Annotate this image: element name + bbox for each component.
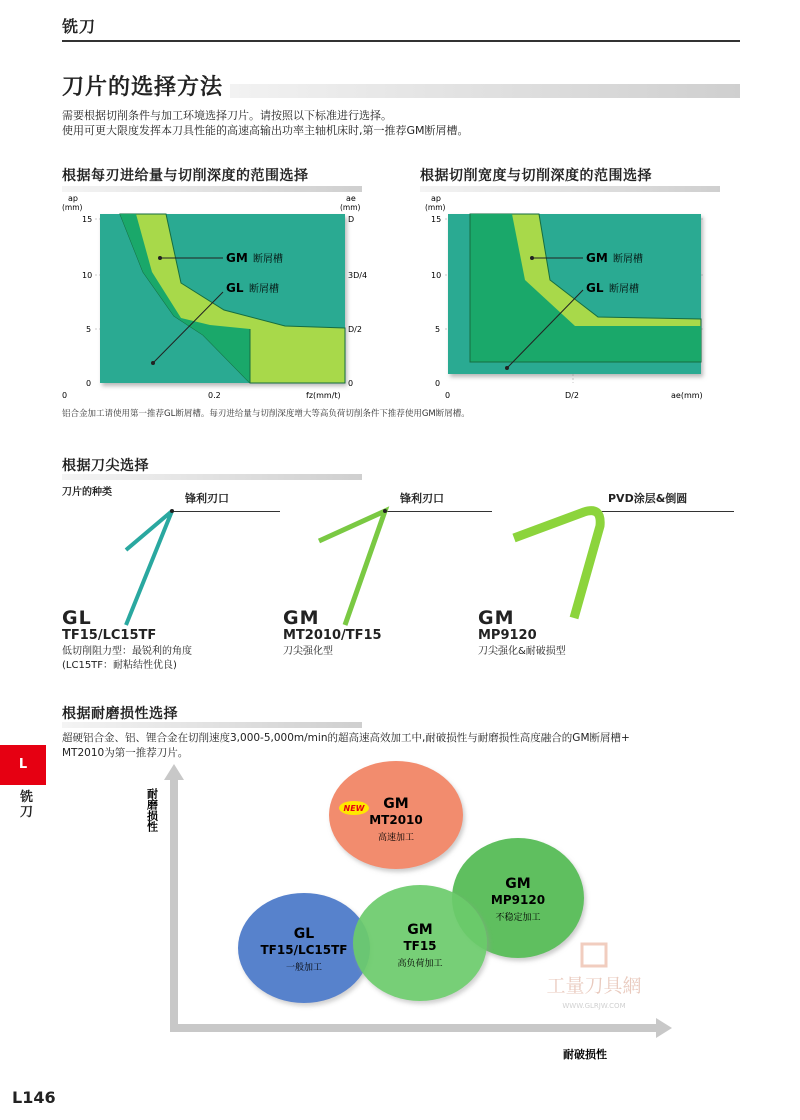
tip1-line [172, 511, 280, 512]
intro-line-2: 使用可更大限度发挥本刀具性能的高速高输出功率主轴机床时,第一推荐GM断屑槽。 [62, 124, 469, 137]
gm-label: GM [226, 251, 248, 265]
bubble-grade: GL [293, 926, 315, 942]
tip1-head: 锋利刃口 [185, 492, 229, 505]
section3-desc-line-2: MT2010为第一推荐刀片。 [62, 747, 189, 759]
bubble-model: TF15 [403, 939, 437, 953]
tip2-head: 锋利刃口 [400, 492, 444, 505]
bubble-model: MT2010 [369, 813, 423, 827]
x-axis-label: fz(mm/t) [306, 391, 341, 400]
y-right-tick-zero: 0 [348, 379, 354, 388]
tip3-head: PVD涂层&倒圆 [608, 492, 688, 505]
y-tick-15: 15 [82, 215, 93, 224]
y-tick-15: 15 [431, 215, 442, 224]
tip1-grade: GL [62, 607, 92, 629]
y-right-axis-unit: (mm) [340, 203, 361, 212]
y-tick-5: 5 [435, 325, 441, 334]
y-axis-label: ap [68, 194, 78, 203]
gm-label: GM [586, 251, 608, 265]
gl-label: GL [586, 281, 604, 295]
page-title: 刀片的选择方法 [62, 75, 224, 100]
new-badge-text: NEW [343, 804, 365, 813]
x-axis-title: 耐破损性 [563, 1048, 607, 1061]
x-tick-d2: D/2 [565, 391, 579, 400]
tip1-desc [62, 645, 192, 673]
gl-label: GL [226, 281, 244, 295]
section1-right-title: 根据切削宽度与切削深度的范围选择 [420, 168, 652, 184]
gm-label-suffix: 断屑槽 [253, 254, 283, 265]
bubble-grade: GM [505, 876, 531, 892]
tip2-edge-icon [315, 505, 395, 630]
x-tick-0: 0 [445, 391, 451, 400]
section1-left-title: 根据每刃进给量与切削深度的范围选择 [62, 168, 309, 184]
tip1-model: TF15/LC15TF [62, 628, 157, 643]
y-right-tick-d2: D/2 [348, 325, 362, 334]
tip1-desc-line-1: 低切削阻力型：最锐利的角度 [62, 646, 192, 657]
side-tab-label: 铣刀 [20, 790, 34, 820]
y-axis-unit: (mm) [425, 203, 446, 212]
chart-ae-ap [415, 192, 730, 402]
gm-label-suffix: 断屑槽 [613, 254, 643, 265]
tip3-line [596, 511, 734, 512]
gl-label-suffix: 断屑槽 [249, 284, 279, 295]
tip3-edge-icon [510, 500, 610, 625]
watermark [546, 944, 641, 1010]
tip3-desc: 刀尖强化&耐破损型 [478, 646, 566, 657]
bubble-use: 高速加工 [377, 833, 415, 843]
intro-line-1: 需要根据切削条件与加工环境选择刀片。请按照以下标准进行选择。 [62, 109, 392, 122]
section2-bar [62, 474, 362, 480]
bubble-model: MP9120 [490, 893, 546, 907]
y-tick-0: 0 [435, 379, 441, 388]
y-tick-0: 0 [86, 379, 92, 388]
bubble-grade: GM [383, 796, 409, 812]
tip1-edge-icon [118, 505, 178, 630]
y-tick-5: 5 [86, 325, 92, 334]
y-axis-unit: (mm) [62, 203, 83, 212]
tip3-model: MP9120 [478, 628, 537, 643]
x-axis-label: ae(mm) [671, 391, 703, 400]
side-tab-letter[interactable]: L [0, 745, 46, 785]
chart-fz-ap [60, 192, 380, 402]
section2-title: 根据刀尖选择 [62, 458, 149, 474]
intro-text [62, 108, 469, 138]
x-tick-0: 0 [62, 391, 68, 400]
section3-bar [62, 722, 362, 728]
tip3-grade: GM [478, 607, 515, 629]
bubble-use: 一般加工 [285, 963, 323, 973]
x-tick-02: 0.2 [208, 391, 221, 400]
section3-desc-line-1: 超硬铝合金、铝、锂合金在切削速度3,000-5,000m/min的超高速高效加工中,耐破损性与耐磨损性高度融合的GM断屑槽+ [62, 732, 630, 744]
y-right-tick-3d4: 3D/4 [348, 271, 368, 280]
tip1-desc-line-2: (LC15TF：耐粘结性优良) [62, 660, 177, 671]
tip2-line [384, 511, 492, 512]
y-tick-10: 10 [431, 271, 442, 280]
watermark-url: WWW.GLRJW.COM [562, 1002, 626, 1010]
tip2-grade: GM [283, 607, 320, 629]
watermark-logo [582, 944, 606, 966]
y-axis-title: 耐磨损性 [145, 788, 159, 832]
tip2-desc: 刀尖强化型 [283, 646, 333, 657]
bubble-grade: GM [407, 922, 433, 938]
tip2-model: MT2010/TF15 [283, 628, 382, 643]
y-right-tick-d: D [348, 215, 355, 224]
bubble-use: 不稳定加工 [495, 913, 541, 923]
page-number: L146 [12, 1088, 56, 1107]
header-title: 铣刀 [62, 17, 97, 36]
y-axis-label: ap [431, 194, 441, 203]
title-bar [230, 84, 740, 98]
header-rule [62, 40, 740, 42]
y-right-axis-label: ae [346, 194, 356, 203]
bubble-gm-tf15 [353, 885, 487, 1001]
bubble-gm-mt2010 [329, 761, 463, 869]
section3-title: 根据耐磨损性选择 [62, 706, 178, 722]
chart-note: 铝合金加工请使用第一推荐GL断屑槽。每刃进给量与切削深度增大等高负荷切削条件下推荐使用GM断屑槽。 [62, 409, 470, 419]
bubble-use: 高负荷加工 [397, 959, 443, 969]
watermark-text: 工量刀具網 [546, 975, 642, 997]
y-tick-10: 10 [82, 271, 93, 280]
section3-desc [62, 731, 630, 761]
bubble-model: TF15/LC15TF [260, 943, 348, 957]
section2-subtitle: 刀片的种类 [62, 487, 112, 498]
gl-label-suffix: 断屑槽 [609, 284, 639, 295]
wear-fracture-diagram [120, 760, 720, 1070]
